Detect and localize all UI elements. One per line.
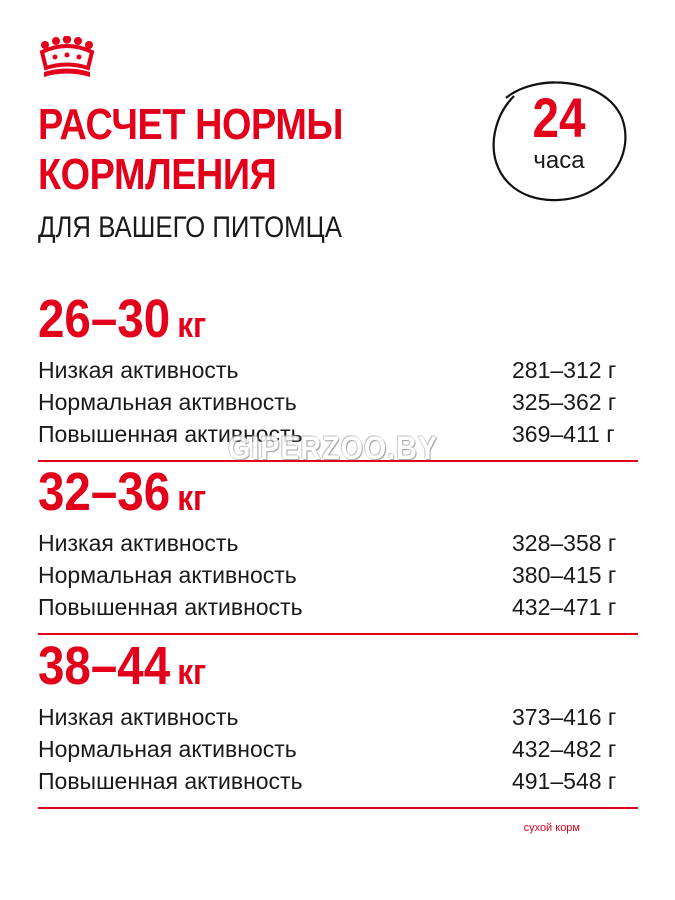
watermark: GIPERZOO.BY xyxy=(228,430,438,466)
list-item xyxy=(38,701,638,733)
weight-range: 38–44 xyxy=(38,636,171,696)
title-line-1: РАСЧЕТ НОРМЫ xyxy=(38,100,344,149)
list-item xyxy=(38,765,638,797)
portion-value: 369–411 г xyxy=(512,421,615,447)
activity-label: Повышенная активность xyxy=(38,421,303,447)
list-item xyxy=(38,527,638,559)
activity-label: Повышенная активность xyxy=(38,768,303,794)
list-item xyxy=(38,733,638,765)
weight-range-heading xyxy=(38,463,566,521)
divider xyxy=(38,633,638,635)
weight-group-2 xyxy=(38,463,638,635)
weight-unit: кг xyxy=(177,477,207,518)
activity-label: Нормальная активность xyxy=(38,389,297,415)
list-item xyxy=(38,386,638,418)
portion-value: 373–416 г xyxy=(512,704,617,730)
activity-label: Нормальная активность xyxy=(38,562,297,588)
footnote: сухой корм xyxy=(523,822,580,834)
weight-range-heading xyxy=(38,290,566,348)
list-item xyxy=(38,559,638,591)
page-title xyxy=(38,100,343,200)
page-subtitle: ДЛЯ ВАШЕГО ПИТОМЦА xyxy=(38,211,342,244)
weight-unit: кг xyxy=(177,651,207,692)
portion-value: 328–358 г xyxy=(512,530,617,556)
weight-unit: кг xyxy=(177,304,207,345)
hours-badge xyxy=(484,78,634,204)
portion-value: 380–415 г xyxy=(512,562,617,588)
weight-group-3 xyxy=(38,637,638,809)
activity-label: Низкая активность xyxy=(38,704,239,730)
title-line-2: КОРМЛЕНИЯ xyxy=(38,150,277,199)
portion-value: 432–471 г xyxy=(512,594,617,620)
weight-range: 26–30 xyxy=(38,289,171,349)
badge-unit: часа xyxy=(533,147,585,174)
portion-value: 325–362 г xyxy=(512,389,617,415)
activity-label: Повышенная активность xyxy=(38,594,303,620)
weight-range: 32–36 xyxy=(38,462,171,522)
portion-value: 432–482 г xyxy=(512,736,617,762)
activity-label: Низкая активность xyxy=(38,357,239,383)
badge-number: 24 xyxy=(532,86,586,149)
divider xyxy=(38,807,638,809)
activity-label: Нормальная активность xyxy=(38,736,297,762)
portion-value: 281–312 г xyxy=(512,357,617,383)
portion-value: 491–548 г xyxy=(512,768,617,794)
crown-icon xyxy=(36,36,98,82)
list-item xyxy=(38,354,638,386)
activity-label: Низкая активность xyxy=(38,530,239,556)
list-item xyxy=(38,591,638,623)
weight-range-heading xyxy=(38,637,566,695)
